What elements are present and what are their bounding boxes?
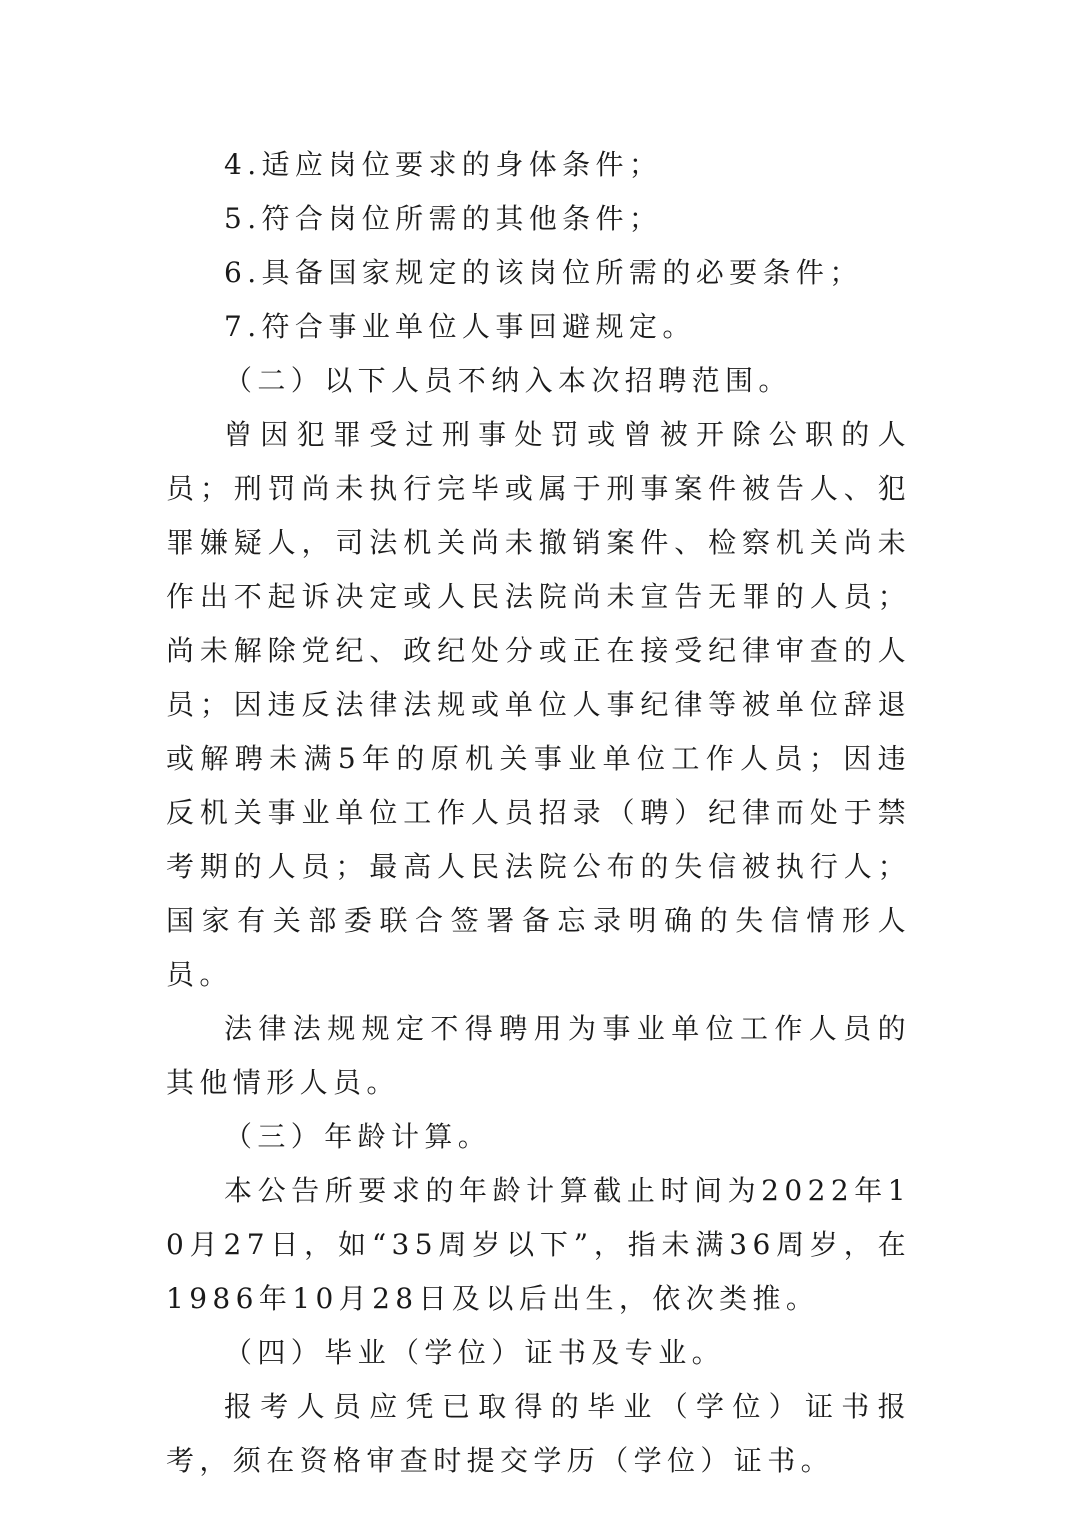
- condition-item-6: 6.具备国家规定的该岗位所需的必要条件；: [224, 256, 863, 289]
- age-calculation-paragraph: 本公告所要求的年龄计算截止时间为2022年10月27日，如“35周岁以下”，指未满36周岁，在1986年10月28日及以后出生，依次类推。: [166, 1174, 911, 1315]
- section-heading-3: （三）年龄计算。: [224, 1120, 492, 1153]
- exclusion-paragraph: 曾因犯罪受过刑事处罚或曾被开除公职的人员；刑罚尚未执行完毕或属于刑事案件被告人、犯罪嫌疑人，司法机关尚未撤销案件、检察机关尚未作出不起诉决定或人民法院尚未宣告无罪的人员；尚未解除党纪、政纪处分或正在接受纪律审查的人员；因违反法律法规或单位人事纪律等被单位辞退或解聘未满5年的原机关事业单位工作人员；因违反机关事业单位工作人员招录（聘）纪律而处于禁考期的人员；最高人民法院公布的失信被执行人；国家有关部委联合签署备忘录明确的失信情形人员。: [166, 418, 911, 991]
- document-body: [166, 138, 911, 1488]
- condition-item-5: 5.符合岗位所需的其他条件；: [224, 202, 663, 235]
- exclusion-other-paragraph: 法律法规规定不得聘用为事业单位工作人员的其他情形人员。: [166, 1012, 911, 1099]
- section-heading-4: （四）毕业（学位）证书及专业。: [224, 1336, 726, 1369]
- section-heading-2: （二）以下人员不纳入本次招聘范围。: [224, 364, 792, 397]
- certificate-paragraph: 报考人员应凭已取得的毕业（学位）证书报考，须在资格审查时提交学历（学位）证书。: [166, 1390, 911, 1477]
- condition-item-7: 7.符合事业单位人事回避规定。: [224, 310, 696, 343]
- condition-item-4: 4.适应岗位要求的身体条件；: [224, 148, 663, 181]
